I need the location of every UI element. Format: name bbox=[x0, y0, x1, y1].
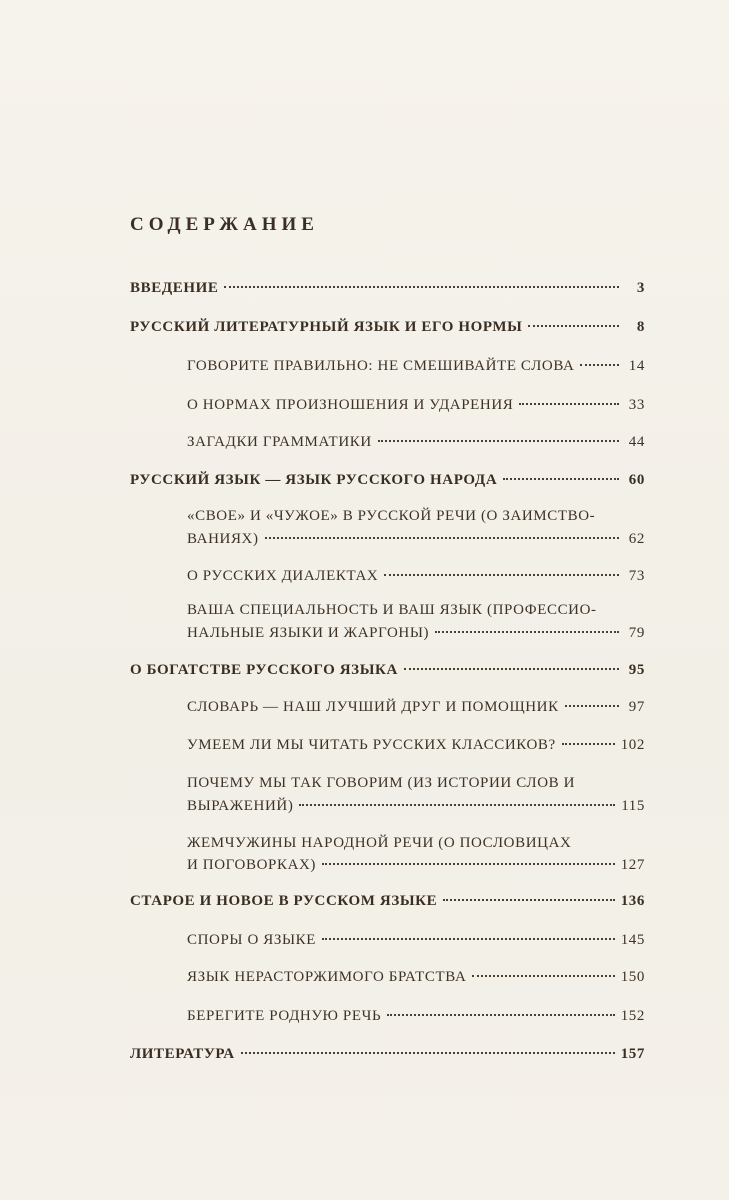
toc-entry-title: РУССКИЙ ЯЗЫК — ЯЗЫК РУССКОГО НАРОДА bbox=[130, 472, 498, 488]
toc-entry-dialects[interactable] bbox=[187, 565, 645, 587]
leader-dots bbox=[322, 863, 615, 865]
leader-dots bbox=[224, 286, 619, 288]
leader-dots bbox=[562, 743, 615, 745]
toc-entry-pearls-line1[interactable]: ЖЕМЧУЖИНЫ НАРОДНОЙ РЕЧИ (О ПОСЛОВИЦАХ bbox=[187, 835, 572, 851]
leader-dots bbox=[503, 478, 619, 480]
toc-entry-professional-line1[interactable]: ВАША СПЕЦИАЛЬНОСТЬ И ВАШ ЯЗЫК (ПРОФЕССИО- bbox=[187, 602, 597, 618]
toc-entry-page: 44 bbox=[628, 434, 645, 450]
toc-entry-why-we-say[interactable] bbox=[187, 795, 645, 817]
toc-entry-title: И ПОГОВОРКАХ) bbox=[187, 857, 317, 873]
toc-entry-page: 102 bbox=[620, 737, 645, 753]
leader-dots bbox=[378, 440, 619, 442]
toc-entry-title: ГОВОРИТЕ ПРАВИЛЬНО: НЕ СМЕШИВАЙТЕ СЛОВА bbox=[187, 358, 575, 374]
toc-entry-introduction[interactable] bbox=[130, 277, 645, 299]
leader-dots bbox=[565, 705, 619, 707]
toc-entry-title: О БОГАТСТВЕ РУССКОГО ЯЗЫКА bbox=[130, 662, 398, 678]
toc-entry-professional[interactable] bbox=[187, 622, 645, 644]
toc-entry-borrowings[interactable] bbox=[187, 528, 645, 550]
toc-entry-title: ВВЕДЕНИЕ bbox=[130, 280, 219, 296]
toc-entry-title: УМЕЕМ ЛИ МЫ ЧИТАТЬ РУССКИХ КЛАССИКОВ? bbox=[187, 737, 556, 753]
toc-entry-page: 136 bbox=[620, 893, 645, 909]
toc-entry-title: СЛОВАРЬ — НАШ ЛУЧШИЙ ДРУГ И ПОМОЩНИК bbox=[187, 699, 559, 715]
toc-entry-why-we-say-line1[interactable]: ПОЧЕМУ МЫ ТАК ГОВОРИМ (ИЗ ИСТОРИИ СЛОВ И bbox=[187, 775, 576, 791]
toc-entry-page: 145 bbox=[620, 932, 645, 948]
toc-entry-page: 150 bbox=[620, 969, 645, 985]
toc-entry-grammar-riddles[interactable] bbox=[187, 431, 645, 453]
toc-entry-old-and-new[interactable] bbox=[130, 890, 645, 912]
toc-entry-page: 62 bbox=[628, 531, 645, 547]
leader-dots bbox=[299, 804, 615, 806]
toc-entry-title: О РУССКИХ ДИАЛЕКТАХ bbox=[187, 568, 379, 584]
toc-entry-title: БЕРЕГИТЕ РОДНУЮ РЕЧЬ bbox=[187, 1008, 382, 1024]
toc-entry-page: 79 bbox=[628, 625, 645, 641]
toc-entry-bibliography[interactable] bbox=[130, 1043, 645, 1065]
toc-entry-page: 97 bbox=[628, 699, 645, 715]
leader-dots bbox=[322, 938, 615, 940]
leader-dots bbox=[580, 364, 619, 366]
page-title: СОДЕРЖАНИЕ bbox=[130, 214, 319, 235]
toc-entry-page: 152 bbox=[620, 1008, 645, 1024]
toc-entry-title: О НОРМАХ ПРОИЗНОШЕНИЯ И УДАРЕНИЯ bbox=[187, 397, 514, 413]
toc-entry-classics[interactable] bbox=[187, 734, 645, 756]
toc-entry-page: 127 bbox=[620, 857, 645, 873]
toc-entry-page: 73 bbox=[628, 568, 645, 584]
toc-entry-page: 157 bbox=[620, 1046, 645, 1062]
leader-dots bbox=[387, 1014, 614, 1016]
toc-entry-literary-language[interactable] bbox=[130, 316, 645, 338]
toc-entry-pronunciation-norms[interactable] bbox=[187, 394, 645, 416]
toc-entry-disputes[interactable] bbox=[187, 929, 645, 951]
toc-entry-page: 8 bbox=[636, 319, 645, 335]
leader-dots bbox=[443, 899, 614, 901]
leader-dots bbox=[384, 574, 619, 576]
toc-entry-title: НАЛЬНЫЕ ЯЗЫКИ И ЖАРГОНЫ) bbox=[187, 625, 430, 641]
toc-entry-pearls[interactable] bbox=[187, 854, 645, 876]
leader-dots bbox=[519, 403, 619, 405]
leader-dots bbox=[404, 668, 619, 670]
toc-entry-brotherhood[interactable] bbox=[187, 966, 645, 988]
toc-entry-title: ВЫРАЖЕНИЙ) bbox=[187, 798, 294, 814]
toc-entry-speak-correctly[interactable] bbox=[187, 355, 645, 377]
toc-entry-dictionary[interactable] bbox=[187, 696, 645, 718]
toc-entry-page: 33 bbox=[628, 397, 645, 413]
toc-entry-borrowings-line1[interactable]: «СВОЕ» И «ЧУЖОЕ» В РУССКОЙ РЕЧИ (О ЗАИМСТВО- bbox=[187, 508, 596, 524]
toc-entry-title: ВАНИЯХ) bbox=[187, 531, 259, 547]
toc-entry-title: ЛИТЕРАТУРА bbox=[130, 1046, 235, 1062]
leader-dots bbox=[528, 325, 619, 327]
leader-dots bbox=[265, 537, 619, 539]
toc-entry-page: 60 bbox=[628, 472, 645, 488]
toc-entry-page: 95 bbox=[628, 662, 645, 678]
toc-entry-page: 14 bbox=[628, 358, 645, 374]
toc-entry-page: 115 bbox=[621, 798, 645, 814]
leader-dots bbox=[435, 631, 619, 633]
toc-entry-native-speech[interactable] bbox=[187, 1005, 645, 1027]
leader-dots bbox=[472, 975, 614, 977]
toc-entry-title: СТАРОЕ И НОВОЕ В РУССКОМ ЯЗЫКЕ bbox=[130, 893, 438, 909]
toc-entry-title: ЯЗЫК НЕРАСТОРЖИМОГО БРАТСТВА bbox=[187, 969, 467, 985]
toc-entry-page: 3 bbox=[636, 280, 645, 296]
toc-entry-title: РУССКИЙ ЛИТЕРАТУРНЫЙ ЯЗЫК И ЕГО НОРМЫ bbox=[130, 319, 523, 335]
toc-entry-title: СПОРЫ О ЯЗЫКЕ bbox=[187, 932, 316, 948]
toc-entry-richness[interactable] bbox=[130, 659, 645, 681]
toc-entry-title: ЗАГАДКИ ГРАММАТИКИ bbox=[187, 434, 372, 450]
toc-entry-language-of-people[interactable] bbox=[130, 469, 645, 491]
leader-dots bbox=[241, 1052, 615, 1054]
